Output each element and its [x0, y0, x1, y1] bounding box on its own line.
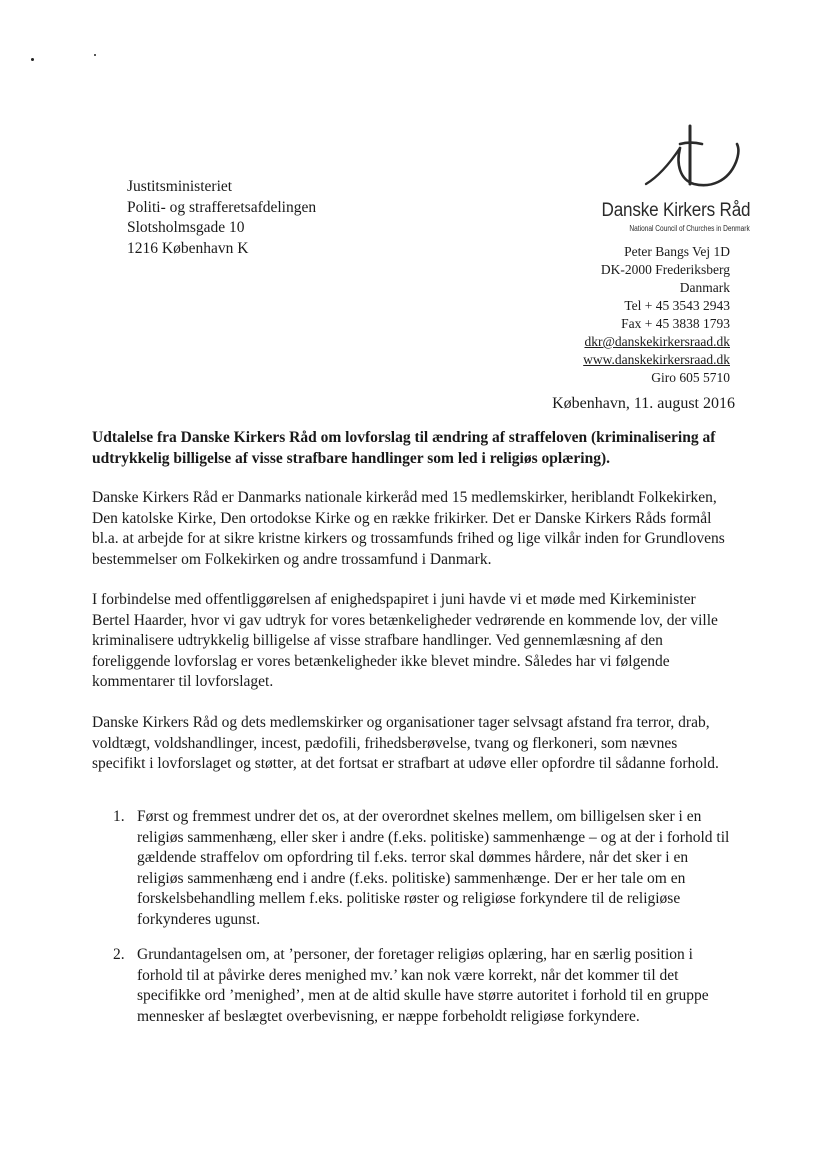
sender-tel: Tel + 45 3543 2943: [624, 298, 730, 313]
sender-fax: Fax + 45 3838 1793: [621, 316, 730, 331]
sender-website-link[interactable]: www.danskekirkersraad.dk: [583, 352, 730, 367]
cross-anchor-logo-icon: [640, 118, 750, 198]
recipient-line: Slotsholmsgade 10: [127, 219, 245, 236]
list-item-number: 1.: [113, 808, 125, 825]
body-paragraph: I forbindelse med offentliggørelsen af enighedspapiret i juni havde vi et møde med Kirkeminister Bertel Haarder, hvor vi gav udtryk for vores betænkeligheder vedrørende en kommende lov, der ville kriminalisere udtrykkelig billigelse af visse strafbare handlinger. Ved gennemlæsning af den foreliggende lovforslag er vores betænkeligheder ikke blevet mindre. Således har vi følgende kommentarer til lovforslaget.: [92, 591, 718, 690]
body-paragraph: Danske Kirkers Råd er Danmarks nationale kirkeråd med 15 medlemskirker, heriblandt Folkekirken, Den katolske Kirke, Den ortodokse Kirke og en række frikirker. Det er Danske Kirkers Råds formål bl.a. at arbejde for at sikre kristne kirkers og trossamfunds frihed og lige vilkår inden for Grundlovens bestemmelser om Folkekirken og andre trossamfund i Danmark.: [92, 489, 725, 568]
sender-contact: [583, 243, 730, 387]
sender-giro: Giro 605 5710: [651, 370, 730, 385]
recipient-line: 1216 København K: [127, 239, 249, 257]
recipient-line: Justitsministeriet: [127, 178, 233, 195]
body-paragraph: Danske Kirkers Råd og dets medlemskirker og organisationer tager selvsagt afstand fra terror, drab, voldtægt, voldshandlinger, incest, pædofili, frihedsberøvelse, tvang og flerkoneri, som nævnes specifikt i lovforslaget og støtter, at det fortsat er strafbart at udøve eller opfordre til sådanne forhold.: [92, 714, 719, 772]
list-item-number: 2.: [113, 946, 125, 963]
letter-date: København, 11. august 2016: [552, 395, 735, 412]
sender-address-line: DK-2000 Frederiksberg: [600, 262, 730, 277]
letter-subject: Udtalelse fra Danske Kirkers Råd om lovforslag til ændring af straffeloven (kriminalisering af udtrykkelig billigelse af visse strafbare handlinger som led i religiøs oplæring).: [92, 429, 716, 467]
sender-logo: [580, 118, 750, 233]
sender-name: Danske Kirkers Råd: [601, 200, 750, 221]
sender-email-link[interactable]: dkr@danskekirkersraad.dk: [584, 334, 730, 349]
sender-address-line: Peter Bangs Vej 1D: [624, 244, 730, 259]
scan-speck: [94, 54, 96, 56]
list-item-text: Først og fremmest undrer det os, at der overordnet skelnes mellem, om billigelsen sker i en religiøs sammenhæng, eller sker i andre (f.eks. politiske) sammenhænge – og at der i forhold til gældende straffelov om opfordring til f.eks. terror skal dømmes hårdere, når det sker i en religiøs sammenhæng end i andre (f.eks. politiske) sammenhænge. Der er her tale om en forskelsbehandling mellem f.eks. politiske røster og religiøse forkyndere til de religiøse forkynderes ugunst.: [137, 808, 730, 928]
list-item-text: Grundantagelsen om, at ’personer, der foretager religiøs oplæring, har en særlig position i forhold til at påvirke deres menighed mv.’ kan nok være korrekt, når det kommer til det specifikke ord ’menighed’, men at de altid skulle have større autoritet i forhold til en gruppe mennesker af beslægtet overbevisning, er næppe forbeholdt religiøse forkyndere.: [137, 946, 709, 1025]
recipient-line: Politi- og strafferetsafdelingen: [127, 198, 317, 216]
recipient-address: [127, 177, 316, 259]
scan-speck: [31, 58, 34, 61]
sender-tagline: National Council of Churches in Denmark: [629, 224, 750, 233]
sender-address-line: Danmark: [679, 280, 730, 295]
